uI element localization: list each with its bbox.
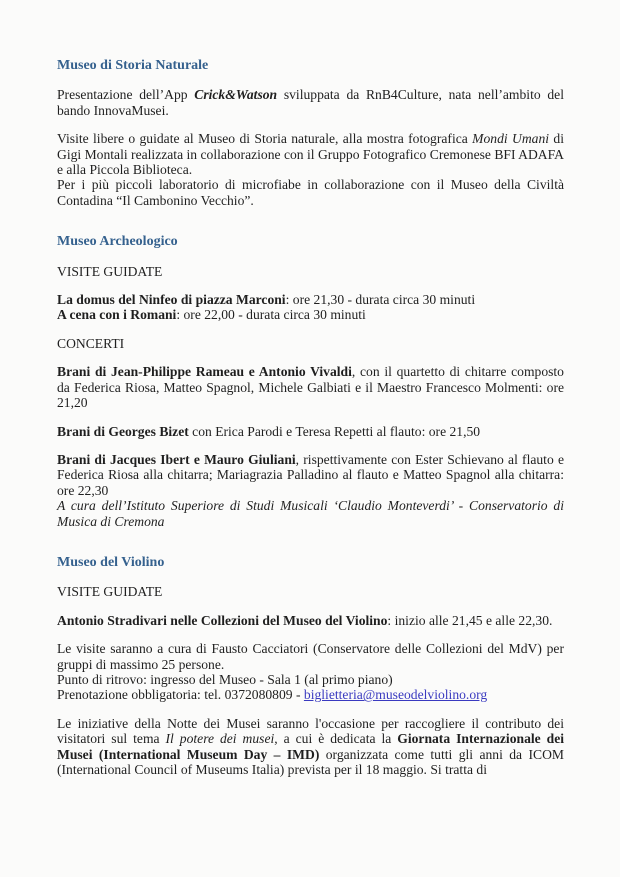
section-heading-museo-archeologico: Museo Archeologico bbox=[57, 234, 178, 250]
label-visite-guidate: VISITE GUIDATE bbox=[57, 263, 163, 279]
tour-title: La domus del Ninfeo di piazza Marconi bbox=[57, 292, 286, 308]
tour-title: Antonio Stradivari nelle Collezioni del Museo del Violino bbox=[57, 612, 388, 628]
tour-item bbox=[57, 307, 564, 322]
text-run: Prenotazione obbligatoria: tel. 0372080809 - bbox=[57, 687, 304, 703]
info-line: Punto di ritrovo: ingresso del Museo - Sala 1 (al primo piano) bbox=[57, 671, 393, 687]
concert-item bbox=[57, 452, 564, 498]
concert-title: Brani di Jacques Ibert e Mauro Giuliani bbox=[57, 451, 296, 467]
conservatory-credit: A cura dell’Istituto Superiore di Studi Musicali ‘Claudio Monteverdi’ - Conservatorio di Musica di Cremona bbox=[57, 498, 564, 529]
section-heading-museo-storia-naturale: Museo di Storia Naturale bbox=[57, 58, 209, 73]
tour-item bbox=[57, 613, 564, 628]
theme-title-italic: Il potere dei musei bbox=[165, 731, 275, 747]
tour-detail: : inizio alle 21,45 e alle 22,30. bbox=[387, 612, 553, 628]
concert-item bbox=[57, 424, 564, 439]
booking-info bbox=[57, 641, 564, 703]
info-line bbox=[57, 687, 564, 702]
label-visite-guidate: VISITE GUIDATE bbox=[57, 584, 163, 600]
text-run: organizzata come tutti gli anni da ICOM (International Council of Museums Italia) prevista per il 18 maggio. Si tratta di bbox=[57, 746, 564, 777]
guided-tours-list bbox=[57, 292, 564, 323]
mostra-title-italic: Mondi Umani bbox=[472, 131, 550, 147]
paragraph-presentazione-app bbox=[57, 87, 564, 118]
text-run: Le iniziative della Notte dei Musei saranno l'occasione per raccogliere il contributo dei visitatori sul tema bbox=[57, 715, 564, 747]
concert-detail: con Erica Parodi e Teresa Repetti al flauto: ore 21,50 bbox=[188, 423, 481, 439]
paragraph-notte-dei-musei bbox=[57, 716, 564, 778]
concert-title: Brani di Jean-Philippe Rameau e Antonio Vivaldi bbox=[57, 364, 352, 380]
app-name-emphasis: Crick&Watson bbox=[194, 87, 278, 103]
tour-item bbox=[57, 292, 564, 307]
tour-detail: : ore 21,30 - durata circa 30 minuti bbox=[285, 292, 476, 308]
section-heading-museo-del-violino: Museo del Violino bbox=[57, 554, 165, 570]
email-link[interactable]: biglietteria@museodelviolino.org bbox=[303, 687, 488, 703]
concert-detail: , rispettivamente con Ester Schievano al flauto e Federica Riosa alla chitarra; Mariagrazia Palladino al flauto e Matteo Spagnol alla chitarra: ore 22,30 bbox=[57, 451, 564, 498]
concert-detail: , con il quartetto di chitarre composto da Federica Riosa, Matteo Spagnol, Michele Galbiati e il Maestro Francesco Molmenti: ore 21,20 bbox=[57, 364, 564, 411]
imd-emphasis: Giornata Internazionale dei Musei (International Museum Day – IMD) bbox=[57, 731, 565, 762]
text-run: di Gigi Montali realizzata in collaborazione con il Gruppo Fotografico Cremonese BFI ADAFA e alla Piccola Biblioteca. bbox=[57, 131, 564, 178]
concert-item bbox=[57, 364, 564, 410]
tour-title: A cena con i Romani bbox=[57, 307, 177, 323]
paragraph-laboratorio-microfiabe: Per i più piccoli laboratorio di microfiabe in collaborazione con il Museo della Civiltà Contadina “Il Cambonino Vecchio”. bbox=[57, 177, 564, 208]
info-line: Le visite saranno a cura di Fausto Cacciatori (Conservatore delle Collezioni del MdV) per gruppi di massimo 25 persone. bbox=[57, 641, 564, 672]
tour-detail: : ore 22,00 - durata circa 30 minuti bbox=[176, 307, 366, 323]
label-concerti: CONCERTI bbox=[57, 335, 125, 351]
concert-title: Brani di Georges Bizet bbox=[57, 423, 189, 439]
text-run: Presentazione dell’App bbox=[57, 87, 195, 103]
text-run: , a cui è dedicata la bbox=[274, 731, 398, 747]
paragraph-visite-libere bbox=[57, 131, 564, 177]
text-run: sviluppata da RnB4Culture, nata nell’ambito del bando InnovaMusei. bbox=[57, 87, 564, 118]
text-run: Visite libere o guidate al Museo di Storia naturale, alla mostra fotografica bbox=[57, 131, 473, 147]
